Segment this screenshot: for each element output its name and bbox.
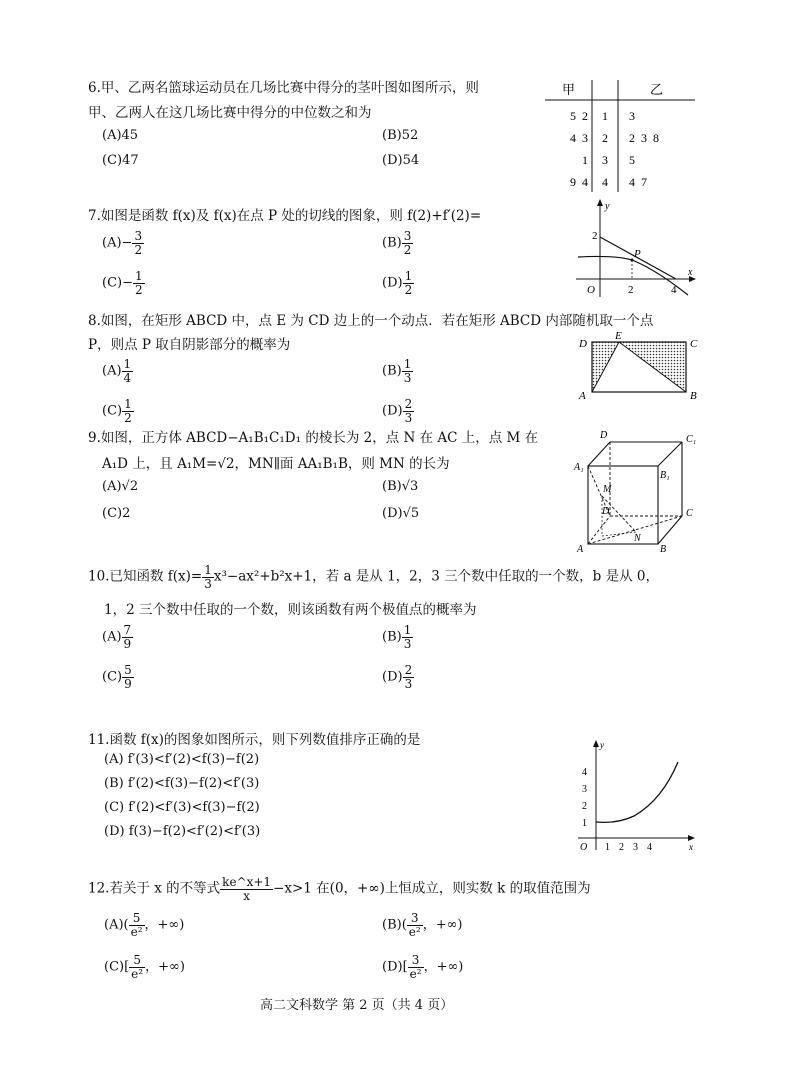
stemleaf-right-header: 乙 — [650, 82, 664, 97]
q9-m-label: M — [603, 484, 612, 495]
q8-option-b: (B) $\frac{1}{3}$ — [382, 357, 412, 385]
q10-option-c: (C) $\frac{5}{9}$ — [102, 663, 132, 691]
q9-a1-label: A₁ — [574, 462, 584, 473]
q11-option-a: (A) f′(3)<f′(2)<f(3)−f(2) — [104, 752, 260, 767]
q11-xtick-3: 3 — [633, 842, 638, 853]
stemleaf-row1-left: 5 2 — [570, 109, 588, 123]
q7-function-graph — [570, 197, 700, 302]
q7-y2-label: 2 — [592, 230, 598, 242]
q11-xtick-1: 1 — [605, 842, 610, 853]
q9-a-label: A — [577, 544, 584, 554]
q10-stem-line2: 1，2 三个数中任取的一个数，则该函数有两个极值点的概率为 — [104, 602, 477, 618]
q11-option-c: (C) f′(2)<f′(3)<f(3)−f(2) — [104, 800, 260, 815]
stemleaf-row4-stem: 4 — [602, 175, 608, 189]
q6-stem-leaf-figure — [540, 76, 700, 196]
q8-c-label: C — [690, 338, 698, 350]
q9-c1-label: C₁ — [686, 434, 697, 445]
q8-option-a: (A) $\frac{1}{4}$ — [102, 357, 132, 385]
q6-option-c: (C)47 — [102, 153, 139, 168]
q8-rectangle-figure — [574, 332, 704, 404]
q9-option-c: (C)2 — [102, 506, 131, 521]
stemleaf-row2-right: 2 3 8 — [629, 131, 659, 145]
q7-option-a: (A)− $\frac{3}{2}$ — [102, 229, 143, 257]
q7-y-label: y — [605, 201, 610, 212]
stemleaf-row2-stem: 2 — [602, 131, 608, 145]
q9-b-label: B — [660, 544, 667, 554]
q11-function-graph — [572, 738, 702, 856]
q11-x-label: x — [689, 842, 693, 852]
q7-origin-label: O — [587, 284, 595, 296]
q10-option-b: (B) $\frac{1}{3}$ — [382, 623, 412, 651]
stemleaf-row4-left: 9 4 — [570, 175, 588, 189]
q9-cube-figure — [572, 428, 702, 554]
q10-option-d: (D) $\frac{2}{3}$ — [382, 663, 413, 691]
q11-ytick-1: 1 — [582, 818, 587, 829]
q9-stem-line1: 9.如图，正方体 ABCD−A₁B₁C₁D₁ 的棱长为 2，点 N 在 AC 上，点 M 在 — [88, 430, 539, 446]
page-footer: 高二文科数学 第 2 页（共 4 页） — [260, 998, 454, 1013]
q11-stem: 11.函数 f(x)的图象如图所示，则下列数值排序正确的是 — [88, 732, 421, 748]
q7-x-label: x — [688, 267, 693, 278]
q12-option-b: (B)( $\frac{3}{\text{e²}}$ ，+∞) — [382, 911, 463, 939]
q6-stem-line2: 甲、乙两人在这几场比赛中得分的中位数之和为 — [88, 105, 372, 121]
stemleaf-row3-left: 1 — [582, 153, 588, 167]
stemleaf-row2-left: 4 3 — [570, 131, 588, 145]
q11-ytick-2: 2 — [582, 801, 587, 812]
q12-option-a: (A)( $\frac{5}{\text{e²}}$ ，+∞) — [104, 911, 185, 939]
q9-c-label: C — [686, 508, 693, 519]
q11-curve — [596, 762, 678, 822]
q11-ytick-3: 3 — [582, 784, 587, 795]
q8-e-label: E — [615, 332, 622, 342]
q6-option-b: (B)52 — [382, 128, 419, 143]
q8-d-label: D — [579, 338, 587, 350]
stemleaf-row1-right: 3 — [629, 109, 635, 123]
q12-option-c: (C)[ $\frac{5}{\text{e²}}$ ，+∞) — [104, 953, 185, 981]
q11-option-d: (D) f(3)−f(2)<f′(2)<f′(3) — [104, 824, 261, 839]
q7-option-c: (C)− $\frac{1}{2}$ — [102, 269, 143, 297]
q8-option-c: (C) $\frac{1}{2}$ — [102, 397, 132, 425]
q7-option-d: (D) $\frac{1}{2}$ — [382, 269, 413, 297]
stemleaf-left-header: 甲 — [562, 82, 576, 97]
stemleaf-row3-right: 5 — [629, 153, 635, 167]
q7-point-p-label: P — [634, 248, 641, 260]
q7-x4-label: 4 — [671, 284, 677, 296]
q8-a-label: A — [579, 390, 586, 402]
q11-y-label: y — [600, 740, 604, 750]
q9-n-label: N — [634, 533, 641, 544]
q8-option-d: (D) $\frac{2}{3}$ — [382, 397, 413, 425]
q8-stem-line2: P，则点 P 取自阴影部分的概率为 — [88, 337, 291, 353]
stemleaf-row3-stem: 3 — [602, 153, 608, 167]
q10-stem-line1: 10.已知函数 f(x)= $\frac{1}{3}$ x³−ax²+b²x+1，若 a 是从 1，2，3 三个数中任取的一个数，b 是从 0， — [88, 563, 659, 591]
q7-x2-label: 2 — [628, 284, 634, 296]
stemleaf-row4-right: 4 7 — [629, 175, 647, 189]
q9-option-b: (B)√3 — [382, 479, 419, 494]
q11-option-b: (B) f′(2)<f(3)−f(2)<f′(3) — [104, 776, 260, 791]
q12-stem: 12.若关于 x 的不等式 $\frac{ke\^{}x+1}{x}$ −x>1 在(0，+∞)上恒成立，则实数 k 的取值范围为 — [88, 875, 591, 903]
q7-stem: 7.如图是函数 f(x)及 f(x)在点 P 处的切线的图象，则 f(2)+f′(2)= — [88, 208, 482, 224]
q11-xtick-2: 2 — [619, 842, 624, 853]
stemleaf-row1-stem: 1 — [602, 109, 608, 123]
q9-stem-line2: A₁D 上，且 A₁M=√2，MN∥面 AA₁B₁B，则 MN 的长为 — [102, 456, 450, 472]
q11-origin-label: O — [580, 842, 588, 853]
q6-stem-line1: 6.甲、乙两名篮球运动员在几场比赛中得分的茎叶图如图所示，则 — [88, 80, 479, 96]
q6-option-a: (A)45 — [102, 128, 139, 143]
q9-option-a: (A)√2 — [102, 479, 139, 494]
q9-d-top-label: D — [600, 430, 608, 441]
q8-b-label: B — [690, 390, 697, 402]
q12-option-d: (D)[ $\frac{3}{\text{e²}}$ ，+∞) — [382, 953, 464, 981]
q9-b1-label: B₁ — [660, 470, 670, 481]
q11-xtick-4: 4 — [647, 842, 652, 853]
q6-option-d: (D)54 — [382, 153, 420, 168]
q11-ytick-4: 4 — [582, 767, 587, 778]
q7-option-b: (B) $\frac{3}{2}$ — [382, 229, 412, 257]
q8-stem-line1: 8.如图，在矩形 ABCD 中，点 E 为 CD 边上的一个动点．若在矩形 ABCD 内部随机取一个点 — [88, 313, 654, 329]
q9-option-d: (D)√5 — [382, 506, 420, 521]
q9-d-label: D — [602, 506, 610, 517]
q10-option-a: (A) $\frac{7}{9}$ — [102, 623, 132, 651]
